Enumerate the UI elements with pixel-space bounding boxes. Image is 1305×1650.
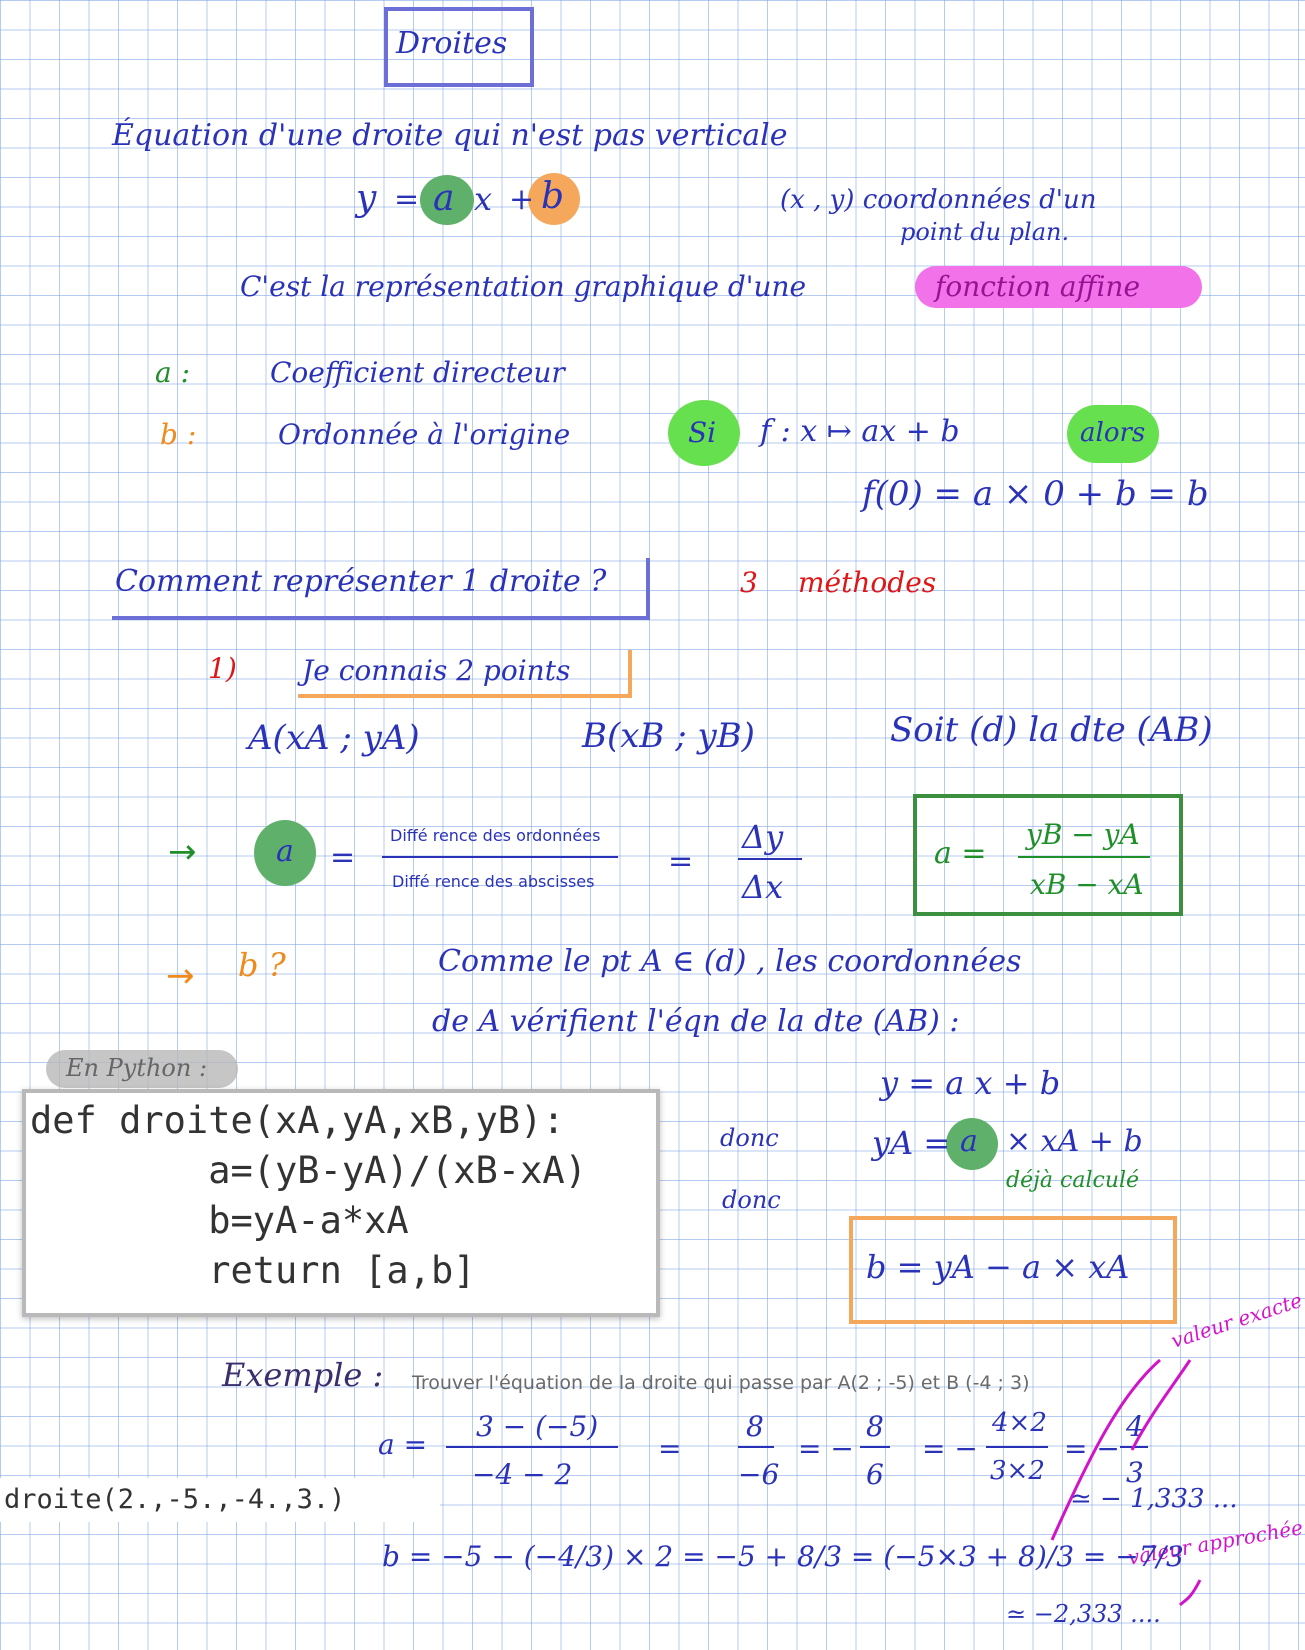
- shell-call: droite(2.,-5.,-4.,3.): [4, 1484, 346, 1515]
- slope-equals-2: =: [668, 844, 694, 879]
- coords-note: (x , y) coordonnées d'un: [780, 185, 1097, 215]
- example-a-lhs: a =: [378, 1428, 428, 1461]
- frac3-num: 8: [866, 1410, 884, 1443]
- equation-a: a: [433, 178, 455, 219]
- code-line: def droite(xA,yA,xB,yB):: [30, 1099, 565, 1142]
- code-line: b=yA-a*xA: [30, 1199, 409, 1242]
- b-approx: ≃ −2,333 ....: [1006, 1600, 1161, 1628]
- equation-equals: =: [394, 182, 420, 217]
- frac1-den: −4 − 2: [472, 1458, 573, 1491]
- slope-denominator: Diffé rence des abscisses: [392, 872, 595, 891]
- slope-arrow: →: [168, 832, 197, 872]
- point-a: A(xA ; yA): [248, 718, 420, 758]
- slope-equals: =: [330, 840, 356, 875]
- donc-1: donc: [720, 1124, 779, 1152]
- intercept-line-1: Comme le pt A ∈ (d) , les coordonnées: [438, 944, 1022, 979]
- frac5-num: 4: [1126, 1410, 1144, 1443]
- methods-count: 3: [740, 566, 758, 599]
- si-word: Si: [688, 416, 717, 449]
- eq-minus-2: = −: [922, 1432, 978, 1465]
- frac5-den: 3: [1126, 1456, 1144, 1489]
- frac1-num: 3 − (−5): [476, 1410, 599, 1443]
- frac3-den: 6: [866, 1458, 884, 1491]
- intercept-result: b = yA − a × xA: [866, 1248, 1130, 1286]
- page-title: Droites: [396, 26, 508, 61]
- affine-term: fonction affine: [935, 270, 1141, 303]
- delta-y: Δy: [742, 818, 784, 856]
- intercept-eq-2-a: a: [960, 1124, 978, 1159]
- intercept-arrow: →: [166, 956, 195, 996]
- frac2-num: 8: [746, 1410, 764, 1443]
- slope-a: a: [276, 834, 294, 869]
- f-of-zero: f(0) = a × 0 + b = b: [862, 474, 1209, 514]
- python-label: En Python :: [66, 1054, 208, 1082]
- method-number: 1): [208, 652, 237, 685]
- intercept-eq-2-right: × xA + b: [1006, 1124, 1143, 1159]
- section-title: Comment représenter 1 droite ?: [115, 564, 607, 599]
- a-approx: ≃ − 1,333 ...: [1070, 1484, 1238, 1514]
- code-line: a=(yB-yA)/(xB-xA): [30, 1149, 587, 1192]
- equation-plus: +: [509, 182, 535, 217]
- equation-b: b: [541, 176, 565, 217]
- intercept-line-2: de A vérifient l'éqn de la dte (AB) :: [432, 1004, 960, 1039]
- frac4-den: 3×2: [990, 1456, 1045, 1486]
- code-line: return [a,b]: [30, 1249, 476, 1292]
- deja-calcule: déjà calculé: [1006, 1168, 1140, 1193]
- intercept-eq-1: y = a x + b: [880, 1064, 1061, 1102]
- coords-note-2: point du plan.: [900, 218, 1070, 246]
- function-def: f : x ↦ ax + b: [760, 414, 960, 449]
- valeur-approchee-note: valeur approchée: [1126, 1515, 1305, 1570]
- eq-minus-1: = −: [798, 1432, 854, 1465]
- b-computation: b = −5 − (−4/3) × 2 = −5 + 8/3 = (−5×3 + 8)/3 = −7/3: [382, 1540, 1184, 1573]
- equation-y: y: [356, 178, 377, 219]
- donc-2: donc: [722, 1186, 781, 1214]
- soit-line: Soit (d) la dte (AB): [890, 710, 1213, 750]
- methods-word: méthodes: [798, 566, 937, 599]
- a-definition: Coefficient directeur: [270, 356, 565, 389]
- eq-sign-1: =: [658, 1432, 682, 1465]
- valeur-exacte-note: valeur exacte: [1168, 1287, 1305, 1353]
- intro-heading: Équation d'une droite qui n'est pas verticale: [112, 118, 788, 153]
- affine-intro: C'est la représentation graphique d'une: [240, 270, 807, 303]
- intercept-label: b ?: [238, 946, 286, 984]
- slope-numerator: Diffé rence des ordonnées: [390, 826, 601, 845]
- b-definition: Ordonnée à l'origine: [278, 418, 571, 451]
- a-label: a :: [155, 356, 191, 389]
- frac4-num: 4×2: [992, 1408, 1047, 1438]
- box-denominator: xB − xA: [1030, 868, 1144, 901]
- intercept-eq-2-left: yA =: [872, 1124, 951, 1162]
- equation-x: x: [474, 180, 493, 218]
- python-shell-input[interactable]: [0, 1478, 440, 1522]
- point-b: B(xB ; yB): [582, 716, 755, 756]
- eq-minus-3: = −: [1064, 1432, 1120, 1465]
- box-a: a =: [934, 836, 987, 871]
- box-numerator: yB − yA: [1026, 818, 1140, 851]
- method-1: Je connais 2 points: [302, 654, 571, 687]
- delta-x: Δx: [742, 868, 784, 906]
- alors-word: alors: [1080, 418, 1146, 448]
- example-prompt: Trouver l'équation de la droite qui passe par A(2 ; -5) et B (-4 ; 3): [412, 1372, 1030, 1394]
- example-label: Exemple :: [222, 1356, 384, 1394]
- b-label: b :: [160, 418, 197, 451]
- frac2-den: −6: [738, 1458, 780, 1491]
